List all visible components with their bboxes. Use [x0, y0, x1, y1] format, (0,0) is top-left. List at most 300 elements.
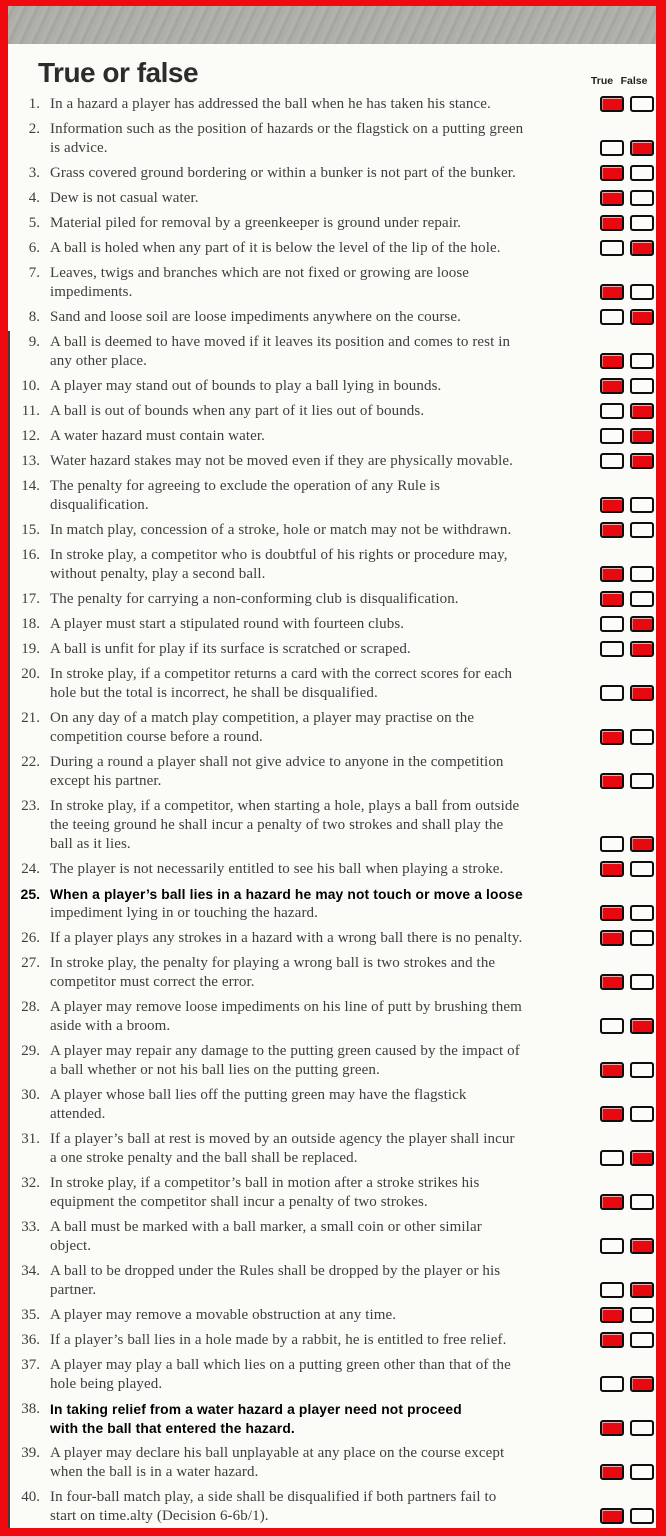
false-checkbox[interactable] [630, 1508, 654, 1524]
true-checkbox[interactable] [600, 1194, 624, 1210]
question-text [40, 998, 598, 1036]
answer-boxes [598, 1307, 654, 1323]
false-checkbox[interactable] [630, 1332, 654, 1348]
question-text [40, 477, 598, 515]
question-row [12, 1042, 654, 1080]
answer-boxes [598, 566, 654, 582]
page-title: True or false [38, 57, 199, 88]
true-checkbox[interactable] [600, 773, 624, 789]
answer-boxes [598, 641, 654, 657]
question-text-line: competitor must correct the error. [50, 974, 255, 990]
question-number: 24. [21, 861, 40, 877]
question-row [12, 521, 654, 540]
question-text-line: except his partner. [50, 773, 162, 789]
question-row [12, 402, 654, 421]
question-text-line: A ball is out of bounds when any part of it lies out of bounds. [50, 403, 425, 419]
question-text [40, 239, 598, 258]
question-number: 16. [21, 547, 40, 563]
header-row [38, 57, 652, 89]
question-row [12, 1174, 654, 1212]
true-checkbox[interactable] [600, 240, 624, 256]
question-text-line: When a player’s ball lies in a hazard he may not touch or move a loose [50, 887, 523, 902]
question-number: 6. [28, 240, 40, 256]
question-text-line: hole but the total is incorrect, he shall be disqualified. [50, 685, 378, 701]
question-row [12, 1218, 654, 1256]
question-text-line: In four-ball match play, a side shall be disqualified if both partners fail to [50, 1489, 497, 1505]
answer-boxes [598, 930, 654, 946]
question-text-line: any other place. [50, 353, 147, 369]
question-text-line: In stroke play, if a competitor returns a card with the correct scores for each [50, 666, 513, 682]
question-text [40, 1488, 598, 1526]
question-text-line: is advice. [50, 140, 108, 156]
question-text-line: attended. [50, 1106, 106, 1122]
true-checkbox[interactable] [600, 1106, 624, 1122]
question-list [8, 95, 656, 1526]
question-row [12, 709, 654, 747]
true-checkbox[interactable] [600, 1376, 624, 1392]
question-number: 8. [28, 309, 40, 325]
question-text [40, 1356, 598, 1394]
question-text-line: A player may remove loose impediments on his line of putt by brushing them [50, 999, 522, 1015]
false-checkbox[interactable] [630, 1464, 654, 1480]
false-checkbox[interactable] [630, 773, 654, 789]
question-row [12, 164, 654, 183]
false-checkbox[interactable] [630, 1376, 654, 1392]
false-checkbox[interactable] [630, 378, 654, 394]
answer-boxes [598, 905, 654, 921]
false-checkbox[interactable] [630, 284, 654, 300]
question-text [40, 860, 598, 879]
question-row [12, 1262, 654, 1300]
true-checkbox[interactable] [600, 1282, 624, 1298]
question-text-line: Material piled for removal by a greenkeeper is ground under repair. [50, 215, 462, 231]
answer-boxes [598, 284, 654, 300]
question-text-line: A ball is holed when any part of it is below the level of the lip of the hole. [50, 240, 501, 256]
question-text-line: aside with a broom. [50, 1018, 171, 1034]
question-text-line: the teeing ground he shall incur a penalty of two strokes and shall play the [50, 817, 504, 833]
question-text-line: If a player’s ball at rest is moved by an outside agency the player shall incur [50, 1131, 515, 1147]
false-checkbox[interactable] [630, 905, 654, 921]
true-column-label: True [590, 75, 614, 87]
answer-boxes [598, 1238, 654, 1254]
answer-boxes [598, 836, 654, 852]
answer-boxes [598, 1420, 654, 1436]
question-text [40, 1130, 598, 1168]
false-checkbox[interactable] [630, 240, 654, 256]
answer-boxes [598, 1508, 654, 1524]
question-row [12, 998, 654, 1036]
true-checkbox[interactable] [600, 403, 624, 419]
question-row [12, 120, 654, 158]
question-number: 21. [21, 710, 40, 726]
false-checkbox[interactable] [630, 1062, 654, 1078]
answer-boxes [598, 1018, 654, 1034]
true-checkbox[interactable] [600, 641, 624, 657]
scan-artifact-line [8, 331, 10, 1534]
false-checkbox[interactable] [630, 309, 654, 325]
question-row [12, 95, 654, 114]
true-checkbox[interactable] [600, 497, 624, 513]
question-text [40, 797, 598, 854]
question-row [12, 239, 654, 258]
header-band [8, 6, 656, 44]
question-text [40, 709, 598, 747]
question-text-line: object. [50, 1238, 92, 1254]
question-text-line: without penalty, play a second ball. [50, 566, 266, 582]
question-text-line: A player must start a stipulated round with fourteen clubs. [50, 616, 405, 632]
question-number: 37. [21, 1357, 40, 1373]
true-checkbox[interactable] [600, 1062, 624, 1078]
question-text-line: Grass covered ground bordering or within a bunker is not part of the bunker. [50, 165, 516, 181]
question-number: 39. [21, 1445, 40, 1461]
answer-column-headers [588, 75, 652, 89]
question-text-line: A player may stand out of bounds to play a ball lying in bounds. [50, 378, 442, 394]
false-checkbox[interactable] [630, 1106, 654, 1122]
question-text [40, 1262, 598, 1300]
question-row [12, 452, 654, 471]
true-checkbox[interactable] [600, 1464, 624, 1480]
question-row [12, 885, 654, 923]
true-checkbox[interactable] [600, 190, 624, 206]
question-text [40, 1174, 598, 1212]
question-text [40, 615, 598, 634]
false-checkbox[interactable] [630, 1307, 654, 1323]
answer-boxes [598, 773, 654, 789]
true-checkbox[interactable] [600, 96, 624, 112]
answer-boxes [598, 378, 654, 394]
question-text [40, 264, 598, 302]
answer-boxes [598, 403, 654, 419]
question-text [40, 1400, 598, 1438]
true-checkbox[interactable] [600, 165, 624, 181]
question-number: 4. [28, 190, 40, 206]
false-column-label: False [620, 75, 648, 87]
question-text-line: A player may remove a movable obstruction at any time. [50, 1307, 397, 1323]
question-number: 31. [21, 1131, 40, 1147]
answer-boxes [598, 1062, 654, 1078]
true-checkbox[interactable] [600, 378, 624, 394]
question-row [12, 1444, 654, 1482]
false-checkbox[interactable] [630, 428, 654, 444]
true-checkbox[interactable] [600, 522, 624, 538]
question-text-line: If a player plays any strokes in a hazard with a wrong ball there is no penalty. [50, 930, 523, 946]
false-checkbox[interactable] [630, 1420, 654, 1436]
question-text-line: when the ball is in a water hazard. [50, 1464, 259, 1480]
false-checkbox[interactable] [630, 190, 654, 206]
question-row [12, 753, 654, 791]
question-text-line: partner. [50, 1282, 97, 1298]
false-checkbox[interactable] [630, 566, 654, 582]
question-text [40, 333, 598, 371]
question-row [12, 1306, 654, 1325]
question-text [40, 95, 598, 114]
question-row [12, 797, 654, 854]
true-checkbox[interactable] [600, 1150, 624, 1166]
false-checkbox[interactable] [630, 591, 654, 607]
true-checkbox[interactable] [600, 616, 624, 632]
true-checkbox[interactable] [600, 309, 624, 325]
question-row [12, 1356, 654, 1394]
true-checkbox[interactable] [600, 905, 624, 921]
false-checkbox[interactable] [630, 1194, 654, 1210]
answer-boxes [598, 165, 654, 181]
true-checkbox[interactable] [600, 215, 624, 231]
question-text [40, 120, 598, 158]
question-text-line: A ball to be dropped under the Rules shall be dropped by the player or his [50, 1263, 501, 1279]
question-text [40, 929, 598, 948]
false-checkbox[interactable] [630, 96, 654, 112]
true-checkbox[interactable] [600, 1307, 624, 1323]
question-text-line: Water hazard stakes may not be moved even if they are physically movable. [50, 453, 514, 469]
question-text-line: A ball is deemed to have moved if it leaves its position and comes to rest in [50, 334, 511, 350]
question-text-line: Dew is not casual water. [50, 190, 199, 206]
true-checkbox[interactable] [600, 284, 624, 300]
true-checkbox[interactable] [600, 428, 624, 444]
answer-boxes [598, 497, 654, 513]
question-number: 27. [21, 955, 40, 971]
false-checkbox[interactable] [630, 215, 654, 231]
true-checkbox[interactable] [600, 1420, 624, 1436]
question-number: 2. [28, 121, 40, 137]
question-row [12, 308, 654, 327]
answer-boxes [598, 428, 654, 444]
question-text [40, 1042, 598, 1080]
question-row [12, 264, 654, 302]
false-checkbox[interactable] [630, 140, 654, 156]
false-checkbox[interactable] [630, 685, 654, 701]
question-number: 29. [21, 1043, 40, 1059]
question-text [40, 377, 598, 396]
question-text-line: start on time.alty (Decision 6-6b/1). [50, 1508, 269, 1524]
question-text [40, 189, 598, 208]
question-row [12, 546, 654, 584]
question-number: 22. [21, 754, 40, 770]
question-row [12, 615, 654, 634]
true-checkbox[interactable] [600, 861, 624, 877]
question-text [40, 452, 598, 471]
answer-boxes [598, 1194, 654, 1210]
question-text [40, 402, 598, 421]
question-text-line: The penalty for carrying a non-conforming club is disqualification. [50, 591, 459, 607]
false-checkbox[interactable] [630, 353, 654, 369]
false-checkbox[interactable] [630, 861, 654, 877]
question-text-line: In match play, concession of a stroke, hole or match may not be withdrawn. [50, 522, 512, 538]
true-checkbox[interactable] [600, 140, 624, 156]
false-checkbox[interactable] [630, 453, 654, 469]
question-text-line: a one stroke penalty and the ball shall be replaced. [50, 1150, 358, 1166]
answer-boxes [598, 1282, 654, 1298]
answer-boxes [598, 861, 654, 877]
question-number: 30. [21, 1087, 40, 1103]
question-text [40, 1086, 598, 1124]
answer-boxes [598, 353, 654, 369]
question-number: 38. [21, 1401, 40, 1417]
question-text [40, 1444, 598, 1482]
question-number: 12. [21, 428, 40, 444]
false-checkbox[interactable] [630, 1282, 654, 1298]
question-number: 3. [28, 165, 40, 181]
question-row [12, 665, 654, 703]
question-number: 14. [21, 478, 40, 494]
question-row [12, 860, 654, 879]
false-checkbox[interactable] [630, 616, 654, 632]
question-row [12, 640, 654, 659]
true-checkbox[interactable] [600, 453, 624, 469]
question-text-line: In stroke play, if a competitor’s ball in motion after a stroke strikes his [50, 1175, 480, 1191]
question-number: 17. [21, 591, 40, 607]
answer-boxes [598, 685, 654, 701]
question-number: 33. [21, 1219, 40, 1235]
question-text-line: impediment lying in or touching the hazard. [50, 905, 318, 921]
answer-boxes [598, 140, 654, 156]
question-row [12, 189, 654, 208]
false-checkbox[interactable] [630, 1238, 654, 1254]
true-checkbox[interactable] [600, 836, 624, 852]
question-text [40, 1331, 598, 1350]
question-text [40, 1218, 598, 1256]
answer-boxes [598, 591, 654, 607]
question-text [40, 1306, 598, 1325]
false-checkbox[interactable] [630, 974, 654, 990]
question-number: 18. [21, 616, 40, 632]
question-number: 9. [28, 334, 40, 350]
question-text [40, 308, 598, 327]
question-row [12, 377, 654, 396]
answer-boxes [598, 309, 654, 325]
false-checkbox[interactable] [630, 165, 654, 181]
true-checkbox[interactable] [600, 1238, 624, 1254]
question-text-line: A player whose ball lies off the putting green may have the flagstick [50, 1087, 467, 1103]
false-checkbox[interactable] [630, 497, 654, 513]
question-text-line: a ball whether or not his ball lies on the putting green. [50, 1062, 380, 1078]
true-checkbox[interactable] [600, 930, 624, 946]
question-text-line: equipment the competitor shall incur a penalty of two strokes. [50, 1194, 428, 1210]
true-checkbox[interactable] [600, 685, 624, 701]
question-text-line: competition course before a round. [50, 729, 263, 745]
answer-boxes [598, 1464, 654, 1480]
false-checkbox[interactable] [630, 1018, 654, 1034]
question-text [40, 954, 598, 992]
question-text [40, 164, 598, 183]
question-text [40, 753, 598, 791]
question-number: 23. [21, 798, 40, 814]
true-checkbox[interactable] [600, 1018, 624, 1034]
false-checkbox[interactable] [630, 930, 654, 946]
answer-boxes [598, 616, 654, 632]
question-row [12, 929, 654, 948]
answer-boxes [598, 1150, 654, 1166]
true-checkbox[interactable] [600, 591, 624, 607]
answer-boxes [598, 96, 654, 112]
answer-boxes [598, 190, 654, 206]
question-text-line: with the ball that entered the hazard. [50, 1421, 295, 1436]
question-text-line: If a player’s ball lies in a hole made by a rabbit, he is entitled to free relief. [50, 1332, 507, 1348]
question-text [40, 640, 598, 659]
question-text-line: In stroke play, if a competitor, when starting a hole, plays a ball from outside [50, 798, 520, 814]
answer-boxes [598, 1106, 654, 1122]
question-text [40, 427, 598, 446]
false-checkbox[interactable] [630, 641, 654, 657]
question-text-line: A water hazard must contain water. [50, 428, 265, 444]
question-text-line: During a round a player shall not give advice to anyone in the competition [50, 754, 504, 770]
answer-boxes [598, 1376, 654, 1392]
question-text-line: The player is not necessarily entitled to see his ball when playing a stroke. [50, 861, 504, 877]
answer-boxes [598, 729, 654, 745]
question-number: 25. [20, 886, 40, 902]
true-checkbox[interactable] [600, 974, 624, 990]
question-number: 40. [21, 1489, 40, 1505]
question-text [40, 590, 598, 609]
question-text-line: In a hazard a player has addressed the ball when he has taken his stance. [50, 96, 491, 112]
true-checkbox[interactable] [600, 729, 624, 745]
question-text-line: On any day of a match play competition, a player may practise on the [50, 710, 475, 726]
answer-boxes [598, 522, 654, 538]
false-checkbox[interactable] [630, 729, 654, 745]
false-checkbox[interactable] [630, 403, 654, 419]
question-row [12, 954, 654, 992]
question-row [12, 590, 654, 609]
answer-boxes [598, 240, 654, 256]
question-number: 15. [21, 522, 40, 538]
false-checkbox[interactable] [630, 836, 654, 852]
question-row [12, 1331, 654, 1350]
true-checkbox[interactable] [600, 1508, 624, 1524]
question-text [40, 214, 598, 233]
question-text-line: disqualification. [50, 497, 149, 513]
question-text [40, 521, 598, 540]
question-text-line: The penalty for agreeing to exclude the operation of any Rule is [50, 478, 441, 494]
answer-boxes [598, 974, 654, 990]
question-number: 20. [21, 666, 40, 682]
question-text-line: Sand and loose soil are loose impediments anywhere on the course. [50, 309, 461, 325]
question-text-line: Leaves, twigs and branches which are not fixed or growing are loose [50, 265, 470, 281]
question-row [12, 214, 654, 233]
question-text-line: hole being played. [50, 1376, 163, 1392]
question-number: 11. [21, 403, 40, 419]
question-text-line: In taking relief from a water hazard a player need not proceed [50, 1402, 462, 1417]
answer-boxes [598, 215, 654, 231]
question-number: 34. [21, 1263, 40, 1279]
question-row [12, 333, 654, 371]
true-checkbox[interactable] [600, 353, 624, 369]
question-row [12, 1400, 654, 1438]
question-text-line: In stroke play, a competitor who is doubtful of his rights or procedure may, [50, 547, 508, 563]
question-row [12, 1130, 654, 1168]
true-checkbox[interactable] [600, 1332, 624, 1348]
question-text [40, 665, 598, 703]
question-number: 28. [21, 999, 40, 1015]
question-text-line: impediments. [50, 284, 133, 300]
question-text [40, 885, 598, 923]
question-number: 32. [21, 1175, 40, 1191]
question-number: 5. [28, 215, 40, 231]
false-checkbox[interactable] [630, 1150, 654, 1166]
question-number: 36. [21, 1332, 40, 1348]
question-number: 19. [21, 641, 40, 657]
question-text-line: In stroke play, the penalty for playing a wrong ball is two strokes and the [50, 955, 496, 971]
true-checkbox[interactable] [600, 566, 624, 582]
question-row [12, 1488, 654, 1526]
question-row [12, 1086, 654, 1124]
question-row [12, 427, 654, 446]
question-number: 7. [28, 265, 40, 281]
answer-boxes [598, 453, 654, 469]
question-text-line: A ball must be marked with a ball marker, a small coin or other similar [50, 1219, 482, 1235]
false-checkbox[interactable] [630, 522, 654, 538]
question-text-line: A player may play a ball which lies on a putting green other than that of the [50, 1357, 511, 1373]
question-number: 13. [21, 453, 40, 469]
question-number: 35. [21, 1307, 40, 1323]
